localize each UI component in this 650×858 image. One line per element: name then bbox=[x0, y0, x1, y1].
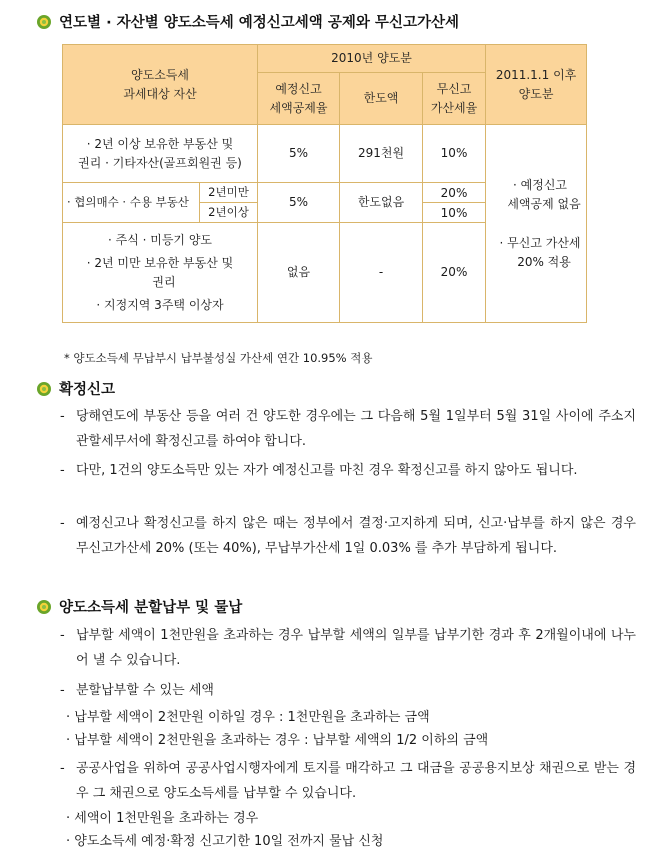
header-asset: 양도소득세 과세대상 자산 bbox=[63, 45, 258, 125]
section-title-3 bbox=[36, 596, 242, 617]
installment-item-1: - 납부할 세액이 1천만원을 초과하는 경우 납부할 세액의 일부를 납부기한 경과 후 2개월이내에 나누어 낼 수 있습니다. bbox=[60, 628, 636, 668]
row2-limit: 한도없음 bbox=[340, 183, 423, 223]
header-2011: 2011.1.1 이후 양도분 bbox=[486, 45, 587, 125]
row3-asset: · 주식 · 미등기 양도 · 2년 미만 보유한 부동산 및 권리 · 지정지역 3주택 이상자 bbox=[63, 223, 258, 323]
row3-limit: - bbox=[340, 223, 423, 323]
final-report-item-3: - 예정신고나 확정신고를 하지 않은 때는 정부에서 결정·고지하게 되며, 신고·납부를 하지 않은 경우 무신고가산세 20% (또는 40%), 무납부가산세 1일 0.03% 를 추가 부담하게 됩니다. bbox=[60, 516, 636, 556]
installment-sub-1: · 납부할 세액이 2천만원 이하일 경우 : 1천만원을 초과하는 금액 bbox=[66, 710, 430, 725]
row1-rate: 5% bbox=[258, 125, 340, 183]
row1-limit: 291천원 bbox=[340, 125, 423, 183]
row2-penalty2: 10% bbox=[423, 203, 486, 223]
section-title-text: 연도별 · 자산별 양도소득세 예정신고세액 공제와 무신고가산세 bbox=[59, 15, 459, 31]
row2-rate: 5% bbox=[258, 183, 340, 223]
row1-penalty: 10% bbox=[423, 125, 486, 183]
payment-in-kind-item: - 공공사업을 위하여 공공사업시행자에게 토지를 매각하고 그 대금을 공공용지보상 채권으로 받는 경우 그 채권으로 양도소득세를 납부할 수 있습니다. bbox=[60, 761, 636, 801]
section-title-2 bbox=[36, 378, 115, 399]
row2-penalty1: 20% bbox=[423, 183, 486, 203]
section-title-text: 확정신고 bbox=[59, 382, 116, 398]
row3-rate: 없음 bbox=[258, 223, 340, 323]
payment-in-kind-sub-1: · 세액이 1천만원을 초과하는 경우 bbox=[66, 811, 259, 826]
penalty-note: * 양도소득세 무납부시 납부불성실 가산세 연간 10.95% 적용 bbox=[64, 351, 373, 365]
row2-sub2: 2년이상 bbox=[200, 203, 258, 223]
leaf-bullet-icon bbox=[36, 14, 52, 30]
col-2011-cell: · 예정신고 세액공제 없음 · 무신고 가산세 20% 적용 bbox=[486, 125, 587, 323]
row3-penalty: 20% bbox=[423, 223, 486, 323]
header-penalty-rate: 무신고 가산세율 bbox=[423, 73, 486, 125]
header-deduction-rate: 예정신고 세액공제율 bbox=[258, 73, 340, 125]
leaf-bullet-icon bbox=[36, 599, 52, 615]
installment-item-2: - 분할납부할 수 있는 세액 bbox=[60, 683, 214, 698]
tax-rate-table bbox=[62, 44, 587, 323]
section-title-text: 양도소득세 분할납부 및 물납 bbox=[59, 600, 243, 616]
payment-in-kind-sub-2: · 양도소득세 예정·확정 신고기한 10일 전까지 물납 신청 bbox=[66, 834, 384, 849]
final-report-item-2: - 다만, 1건의 양도소득만 있는 자가 예정신고를 마친 경우 확정신고를 하지 않아도 됩니다. bbox=[60, 463, 578, 478]
final-report-item-1: - 당해연도에 부동산 등을 여러 건 양도한 경우에는 그 다음해 5월 1일부터 5월 31일 사이에 주소지 관할세무서에 확정신고를 하여야 합니다. bbox=[60, 409, 636, 449]
row2-sub1: 2년미만 bbox=[200, 183, 258, 203]
section-title-1 bbox=[36, 11, 459, 32]
row2-asset: · 협의매수 · 수용 부동산 bbox=[63, 183, 200, 223]
leaf-bullet-icon bbox=[36, 381, 52, 397]
header-limit: 한도액 bbox=[340, 73, 423, 125]
installment-sub-2: · 납부할 세액이 2천만원을 초과하는 경우 : 납부할 세액의 1/2 이하의 금액 bbox=[66, 733, 489, 748]
header-2010: 2010년 양도분 bbox=[258, 45, 486, 73]
row1-asset: · 2년 이상 보유한 부동산 및 권리 · 기타자산(골프회원권 등) bbox=[63, 125, 258, 183]
